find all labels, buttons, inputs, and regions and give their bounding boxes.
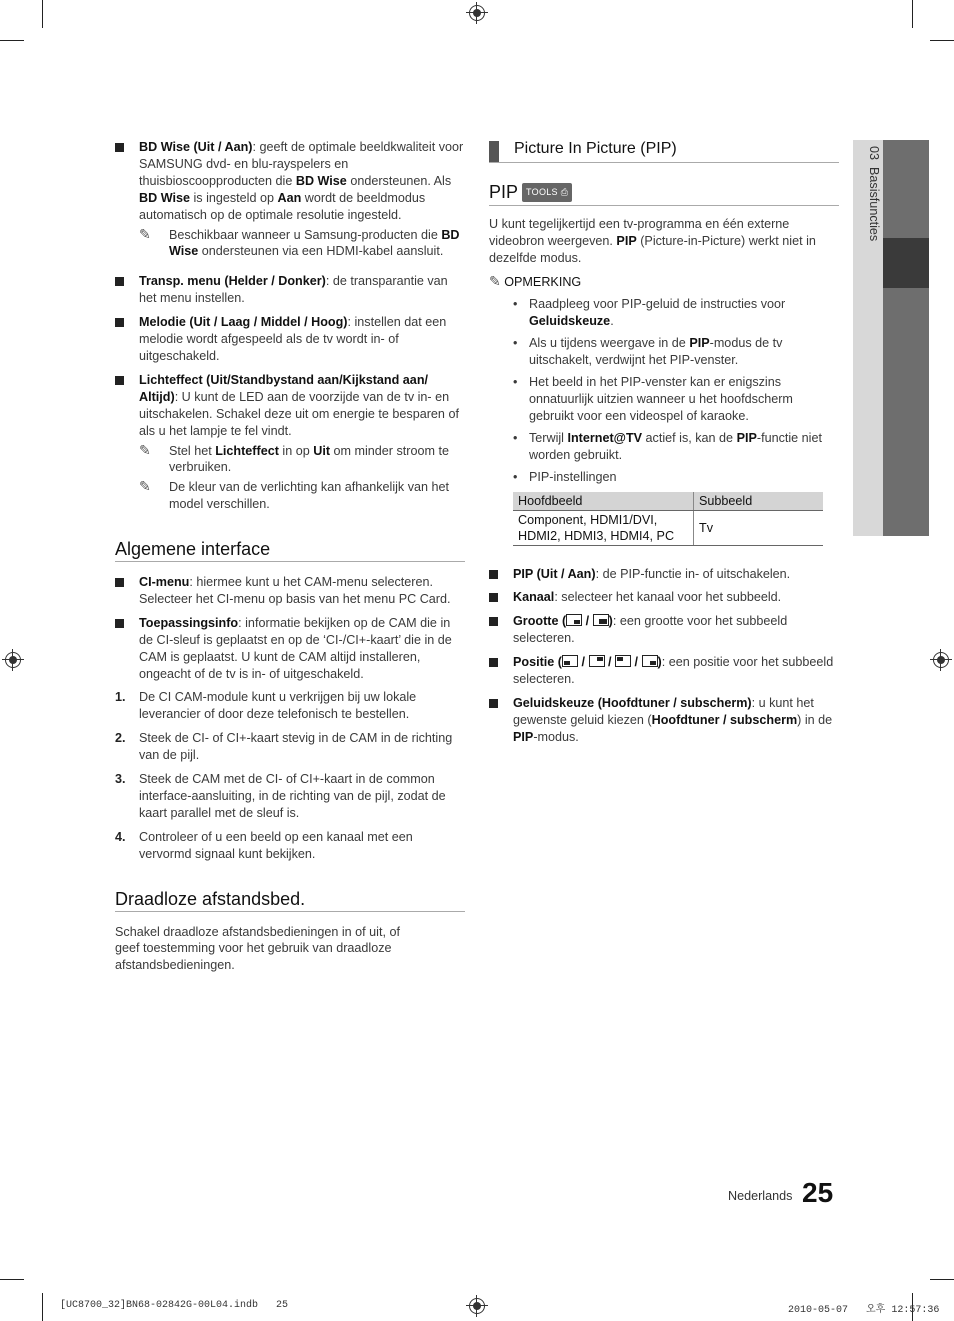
square-bullet-icon bbox=[115, 318, 124, 327]
pencil-note-icon: ✎ bbox=[139, 441, 151, 458]
heading-pip: PIP TOOLS ⎙ bbox=[489, 183, 839, 206]
square-bullet-icon bbox=[489, 617, 498, 626]
side-tab-label bbox=[855, 146, 881, 406]
step-3: 3. Steek de CAM met de CI- of CI+-kaart in de common interface-aansluiting, in de richting van de pijl, zodat de kaart parallel met de sleuf is. bbox=[115, 772, 446, 820]
print-file-info: [UC8700_32]BN68-02842G-00L04.indb 25 bbox=[60, 1300, 289, 1311]
step-2: 2. Steek de CI- of CI+-kaart stevig in de CAM in de richting van de pijl. bbox=[115, 731, 453, 763]
list-item-toepassingsinfo: Toepassingsinfo: informatie bekijken op de CAM die in de CI-sleuf is geplaatst en op de ‘CI-/CI+-kaart’ die in de CAM is geplaatst. U kunt de CAM altijd installeren, ongeacht of de tv is in- of uitgeschakeld. bbox=[115, 615, 465, 683]
pip-settings-table bbox=[513, 492, 823, 546]
table-header: Subbeeld bbox=[694, 492, 824, 511]
square-bullet-icon bbox=[489, 699, 498, 708]
heading-bar bbox=[489, 141, 499, 162]
registration-mark-icon bbox=[5, 652, 21, 668]
note-bullet: • Raadpleeg voor PIP-geluid de instructies voor Geluidskeuze. bbox=[513, 297, 786, 329]
note-lichteffect-1: ✎ Stel het Lichteffect in op Uit om minder stroom te verbruiken. bbox=[139, 441, 449, 475]
table-header: Hoofdbeeld bbox=[513, 492, 694, 511]
side-tab-number: 03 bbox=[867, 146, 881, 161]
list-item-geluidskeuze: Geluidskeuze (Hoofdtuner / subscherm): u kunt het gewenste geluid kiezen (Hoofdtuner / subscherm) in de PIP-modus. bbox=[489, 695, 839, 746]
table-cell: Component, HDMI1/DVI, HDMI2, HDMI3, HDMI4, PC bbox=[513, 510, 694, 545]
note-bullets bbox=[489, 296, 839, 545]
tools-badge: TOOLS ⎙ bbox=[522, 183, 572, 202]
table-row bbox=[513, 510, 823, 545]
square-bullet-icon bbox=[115, 619, 124, 628]
pencil-note-icon: ✎ bbox=[489, 272, 501, 289]
footer-language: Nederlands bbox=[728, 1189, 793, 1203]
side-tab-text: Basisfuncties bbox=[867, 167, 881, 242]
note-bullet: • Terwijl Internet@TV actief is, kan de PIP-functie niet worden gebruikt. bbox=[513, 430, 822, 462]
table-header-row bbox=[513, 492, 823, 511]
list-item-pip: PIP (Uit / Aan): de PIP-functie in- of uitschakelen. bbox=[489, 566, 839, 583]
position-top-right-icon bbox=[589, 655, 605, 667]
square-bullet-icon bbox=[115, 277, 124, 286]
heading-algemene-interface: Algemene interface bbox=[115, 541, 465, 562]
square-bullet-icon bbox=[115, 578, 124, 587]
note-lichteffect-2: ✎ De kleur van de verlichting kan afhankelijk van het model verschillen. bbox=[139, 478, 450, 512]
pencil-note-icon: ✎ bbox=[139, 225, 151, 242]
square-bullet-icon bbox=[489, 593, 498, 602]
print-date-info: 2010-05-07 오후 12:57:36 bbox=[788, 1305, 940, 1316]
note-bullet: • Het beeld in het PIP-venster kan er enigszins onnatuurlijk uitzien wanneer u het hoofdscherm gebruikt voor een videospel of karaoke. bbox=[513, 375, 793, 423]
list-item-melodie: Melodie (Uit / Laag / Middel / Hoog): instellen dat een melodie wordt afgespeeld als de tv wordt in- of uitgeschakeld. bbox=[115, 314, 465, 365]
list-item-lichteffect: Lichteffect (Uit/Standbystand aan/Kijkstand aan/ Altijd): U kunt de LED aan de voorzijde van de tv in- en uitschakelen. Schakel deze uit om energie te besparen of als u het lampje te fel vindt. ✎ Stel het Lichteffect in op Uit om minder stroom te verbruiken. ✎ De kleur van de verlichting kan afhankelijk van het model verschillen. bbox=[115, 372, 465, 513]
position-bottom-left-icon bbox=[562, 655, 578, 667]
list-item-ci-menu: CI-menu: hiermee kunt u het CAM-menu selecteren. Selecteer het CI-menu op basis van het menu PC Card. bbox=[115, 574, 465, 608]
step-4: 4. Controleer of u een beeld op een kanaal met een vervormd signaal kunt bekijken. bbox=[115, 829, 413, 861]
page-number: 25 bbox=[802, 1177, 834, 1208]
position-top-left-icon bbox=[615, 655, 631, 667]
registration-mark-icon bbox=[469, 5, 485, 21]
list-item-kanaal: Kanaal: selecteer het kanaal voor het subbeeld. bbox=[489, 589, 839, 606]
square-bullet-icon bbox=[115, 143, 124, 152]
heading-draadloze-afstandsbed: Draadloze afstandsbed. bbox=[115, 891, 465, 912]
position-bottom-right-icon bbox=[642, 655, 658, 667]
square-bullet-icon bbox=[115, 376, 124, 385]
list-item-positie: Positie ( / / / ): een positie voor het subbeeld selecteren. bbox=[489, 654, 839, 688]
pencil-note-icon: ✎ bbox=[139, 478, 151, 495]
table-cell: Tv bbox=[694, 510, 824, 545]
note-bd-wise: ✎ Beschikbaar wanneer u Samsung-producten die BD Wise ondersteunen via een HDMI-kabel aansluit. bbox=[139, 225, 460, 259]
list-item-transp-menu: Transp. menu (Helder / Donker): de transparantie van het menu instellen. bbox=[115, 273, 465, 307]
registration-mark-icon bbox=[933, 652, 949, 668]
side-tab-dark bbox=[883, 140, 929, 536]
left-column bbox=[115, 139, 465, 974]
note-bullet: • Als u tijdens weergave in de PIP-modus de tv uitschakelt, verdwijnt het PIP-venster. bbox=[513, 336, 783, 368]
size-large-icon bbox=[593, 614, 609, 626]
list-item-bd-wise: BD Wise (Uit / Aan): geeft de optimale beeldkwaliteit voor SAMSUNG dvd- en blu-rayspelers en thuisbioscoopproducten die BD Wise ondersteunen. Als BD Wise is ingesteld op Aan wordt de beeldmodus automatisch op de optimale resolutie ingesteld. ✎ Beschikbaar wanneer u Samsung-producten die BD Wise ondersteunen via een HDMI-kabel aansluit. bbox=[115, 139, 465, 260]
paragraph-draadloze: Schakel draadloze afstandsbedieningen in of uit, of geef toestemming voor het gebruik van draadloze afstandsbedieningen. bbox=[115, 924, 400, 973]
registration-mark-icon bbox=[469, 1298, 485, 1314]
heading-picture-in-picture: Picture In Picture (PIP) bbox=[489, 141, 839, 163]
opmerking-label: ✎ OPMERKING bbox=[489, 272, 582, 289]
tools-icon: ⎙ bbox=[560, 186, 569, 197]
size-small-icon bbox=[566, 614, 582, 626]
list-item-grootte: Grootte ( / ): een grootte voor het subbeeld selecteren. bbox=[489, 613, 839, 647]
right-column bbox=[489, 141, 839, 753]
note-bullet: • PIP-instellingen bbox=[513, 469, 617, 484]
square-bullet-icon bbox=[489, 658, 498, 667]
pip-intro: U kunt tegelijkertijd een tv-programma en één externe videobron weergeven. PIP (Picture-in-Picture) werkt niet in dezelfde modus. bbox=[489, 216, 816, 265]
side-tab-marker bbox=[883, 238, 929, 288]
square-bullet-icon bbox=[489, 570, 498, 579]
step-1: 1. De CI CAM-module kunt u verkrijgen bij uw lokale leverancier of door deze telefonisch te bestellen. bbox=[115, 690, 417, 722]
